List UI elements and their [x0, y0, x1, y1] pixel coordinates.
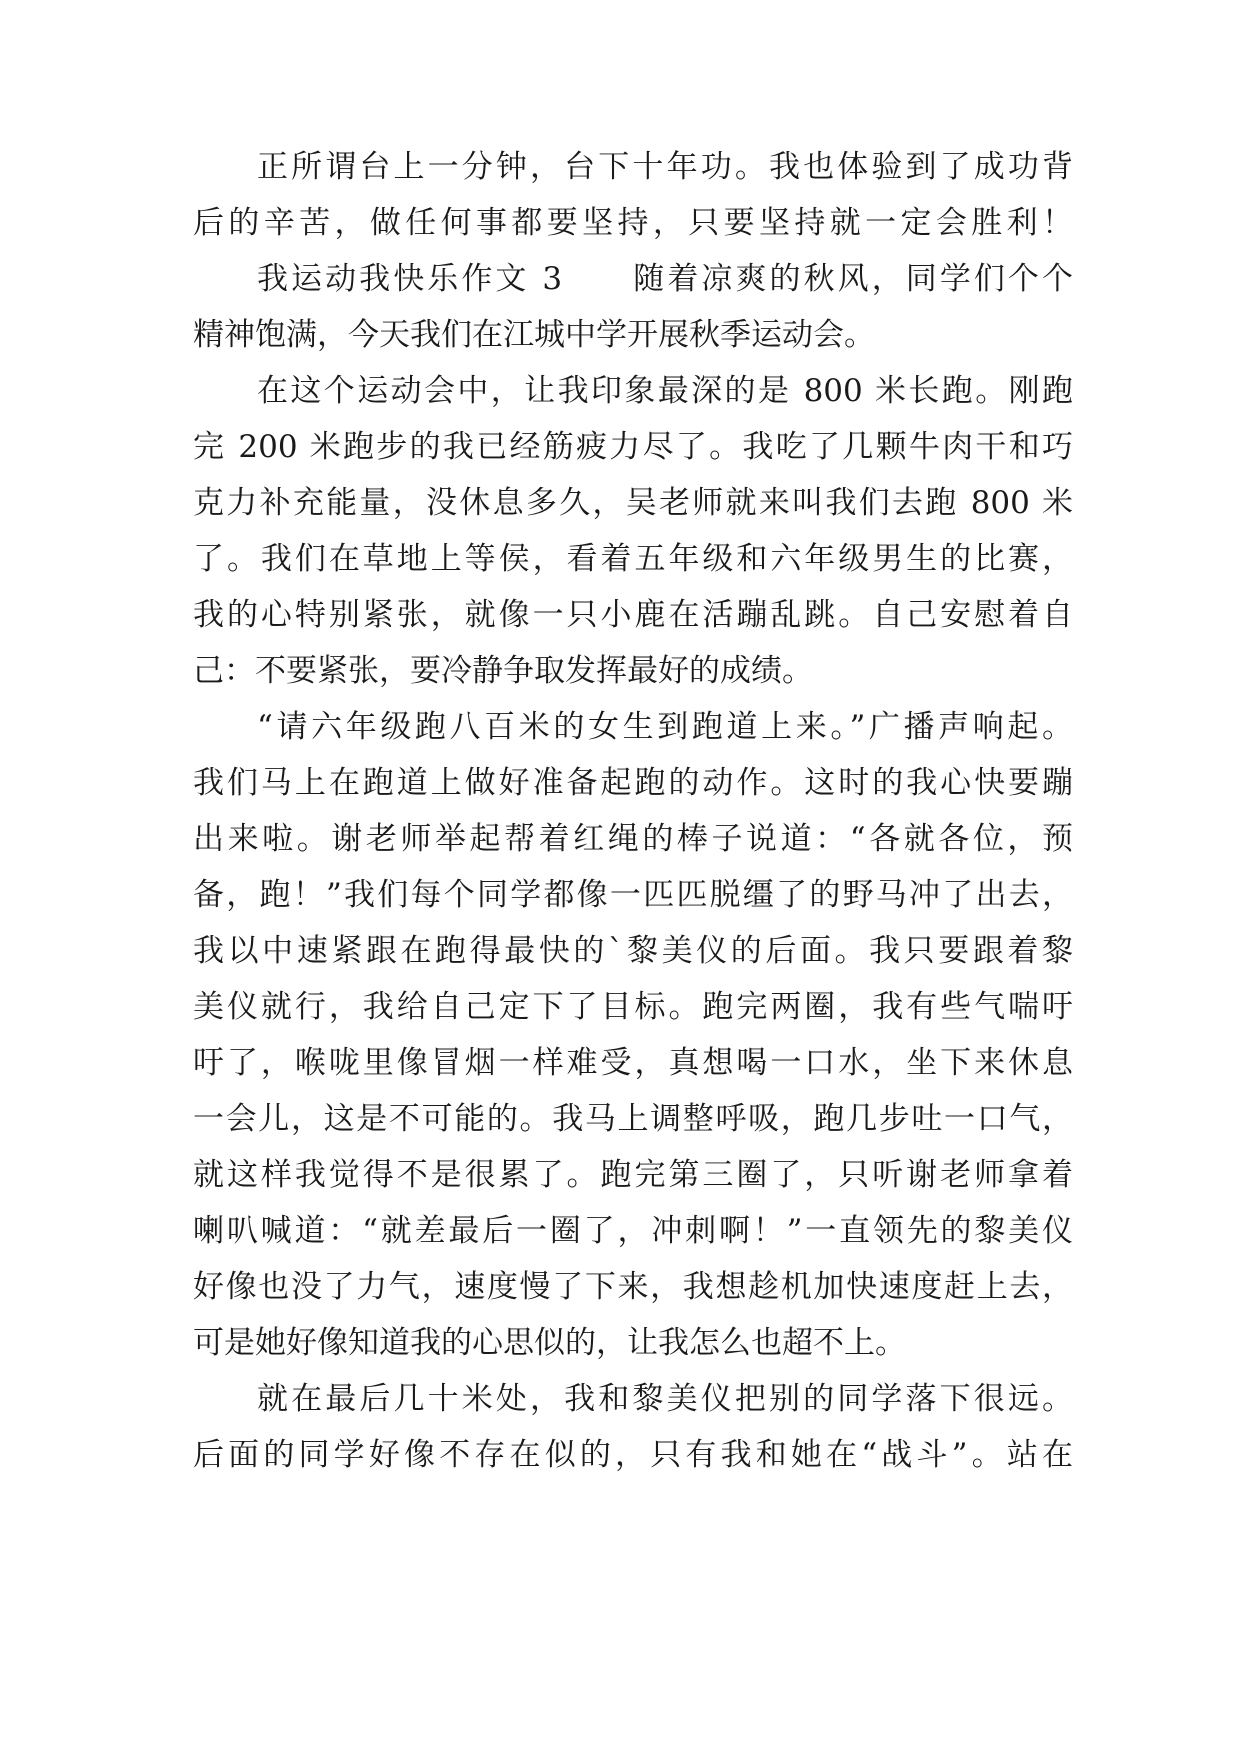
text-line: 后的辛苦，做任何事都要坚持，只要坚持就一定会胜利！	[193, 205, 1073, 241]
text-line: 我以中速紧跟在跑得最快的`黎美仪的后面。我只要跟着黎	[193, 933, 1073, 969]
text-line: 喇叭喊道：“就差最后一圈了，冲刺啊！”一直领先的黎美仪	[193, 1213, 1073, 1249]
text-line: 后面的同学好像不存在似的，只有我和她在“战斗”。站在	[193, 1437, 1073, 1473]
text-line: 就这样我觉得不是很累了。跑完第三圈了，只听谢老师拿着	[193, 1157, 1073, 1193]
text-line: 美仪就行，我给自己定下了目标。跑完两圈，我有些气喘吁	[193, 989, 1073, 1025]
text-line: 了。我们在草地上等侯，看着五年级和六年级男生的比赛，	[193, 541, 1073, 577]
text-line: 我的心特别紧张，就像一只小鹿在活蹦乱跳。自己安慰着自	[193, 597, 1073, 633]
text-line: 一会儿，这是不可能的。我马上调整呼吸，跑几步吐一口气，	[193, 1101, 1073, 1137]
text-line: 备，跑！”我们每个同学都像一匹匹脱缰了的野马冲了出去，	[193, 877, 1073, 913]
text-line: 克力补充能量，没休息多久，吴老师就来叫我们去跑 800 米	[193, 485, 1073, 521]
text-line: 在这个运动会中，让我印象最深的是 800 米长跑。刚跑	[257, 373, 1073, 409]
text-line: 可是她好像知道我的心思似的，让我怎么也超不上。	[193, 1325, 906, 1361]
text-line: 就在最后几十米处，我和黎美仪把别的同学落下很远。	[257, 1381, 1073, 1417]
text-line: “请六年级跑八百米的女生到跑道上来。”广播声响起。	[257, 709, 1073, 745]
text-line: 己：不要紧张，要冷静争取发挥最好的成绩。	[193, 653, 813, 689]
text-line: 完 200 米跑步的我已经筋疲力尽了。我吃了几颗牛肉干和巧	[193, 429, 1073, 465]
text-line: 正所谓台上一分钟，台下十年功。我也体验到了成功背	[257, 149, 1073, 185]
text-line: 我们马上在跑道上做好准备起跑的动作。这时的我心快要蹦	[193, 765, 1073, 801]
text-line: 出来啦。谢老师举起帮着红绳的棒子说道：“各就各位，预	[193, 821, 1073, 857]
text-line: 好像也没了力气，速度慢了下来，我想趁机加快速度赶上去，	[193, 1269, 1073, 1305]
text-line: 吁了，喉咙里像冒烟一样难受，真想喝一口水，坐下来休息	[193, 1045, 1073, 1081]
text-line: 我运动我快乐作文 3 随着凉爽的秋风，同学们个个	[257, 261, 1073, 297]
text-line: 精神饱满，今天我们在江城中学开展秋季运动会。	[193, 317, 875, 353]
